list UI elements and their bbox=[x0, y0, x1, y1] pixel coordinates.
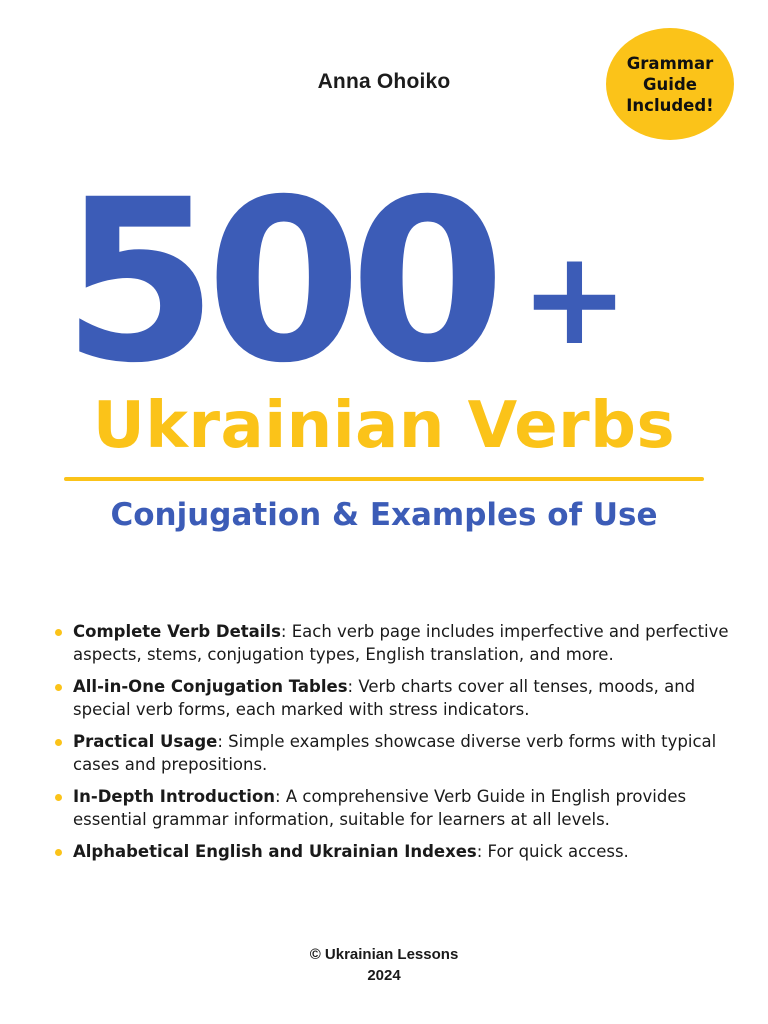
bullet-dot-icon bbox=[55, 684, 62, 691]
feature-item bbox=[52, 840, 732, 863]
feature-text: : A comprehensive Verb Guide in English provides essential grammar information, suitable for learners at all levels. bbox=[73, 787, 687, 829]
publication-year: 2024 bbox=[367, 967, 401, 984]
feature-heading: Alphabetical English and Ukrainian Indexes bbox=[73, 842, 477, 861]
hero-number: 500 bbox=[62, 151, 494, 412]
feature-heading: Practical Usage bbox=[73, 732, 218, 751]
feature-text: : Each verb page includes imperfective and perfective aspects, stems, conjugation types, English translation, and more. bbox=[73, 622, 729, 664]
book-subtitle: Conjugation & Examples of Use bbox=[110, 497, 658, 533]
feature-item bbox=[52, 730, 732, 776]
hero-plus-sign: + bbox=[520, 222, 629, 374]
copyright-publisher: © Ukrainian Lessons bbox=[309, 946, 459, 963]
badge-line-3: Included! bbox=[626, 95, 714, 115]
feature-list bbox=[52, 620, 732, 872]
feature-item bbox=[52, 675, 732, 721]
feature-heading: All-in-One Conjugation Tables bbox=[73, 677, 348, 696]
bullet-dot-icon bbox=[55, 794, 62, 801]
publisher-footer bbox=[0, 944, 768, 986]
author-name: Anna Ohoiko bbox=[317, 70, 451, 93]
feature-text: : Simple examples showcase diverse verb forms with typical cases and prepositions. bbox=[73, 732, 717, 774]
feature-text: : Verb charts cover all tenses, moods, and special verb forms, each marked with stress indicators. bbox=[73, 677, 696, 719]
badge-line-1: Grammar bbox=[626, 53, 714, 73]
feature-text: : For quick access. bbox=[476, 842, 629, 861]
book-title: Ukrainian Verbs bbox=[92, 389, 676, 463]
badge-line-2: Guide bbox=[643, 74, 697, 94]
bullet-dot-icon bbox=[55, 739, 62, 746]
title-divider bbox=[64, 477, 704, 481]
feature-item bbox=[52, 620, 732, 666]
feature-heading: Complete Verb Details bbox=[73, 622, 281, 641]
feature-heading: In-Depth Introduction bbox=[73, 787, 276, 806]
bullet-dot-icon bbox=[55, 629, 62, 636]
feature-item bbox=[52, 785, 732, 831]
grammar-guide-badge bbox=[606, 28, 734, 140]
bullet-dot-icon bbox=[55, 849, 62, 856]
